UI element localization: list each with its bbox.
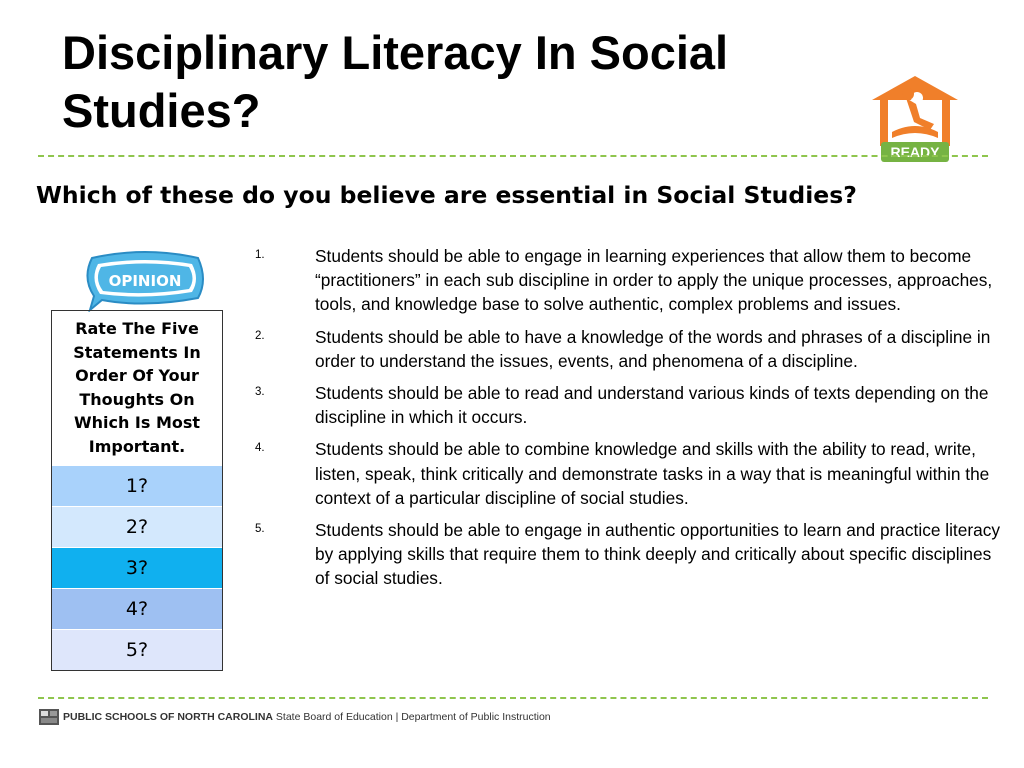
statement-number: 3. — [255, 386, 265, 399]
statement-item — [255, 381, 1000, 429]
statement-text: Students should be able to have a knowledge of the words and phrases of a discipline in order to understand the issues, events, and phenomena of a discipline. — [315, 326, 991, 371]
ready-logo-text: READY — [890, 144, 940, 160]
opinion-bubble-icon — [82, 250, 208, 312]
statement-number: 4. — [255, 442, 265, 455]
rating-table — [51, 310, 223, 671]
statement-item — [255, 325, 1000, 373]
bottom-divider — [38, 697, 988, 699]
footer — [38, 706, 638, 728]
rating-table-header: Rate The Five Statements In Order Of Your Thoughts On Which Is Most Important. — [52, 311, 222, 465]
opinion-badge — [82, 250, 208, 312]
statement-number: 5. — [255, 523, 265, 536]
statement-text: Students should be able to engage in learning experiences that allow them to become “practitioners” in each sub discipline in order to apply the unique processes, approaches, tools, and knowledge base to solve authentic, complex problems and issues. — [315, 246, 993, 315]
slide-title: Disciplinary Literacy In Social Studies? — [62, 26, 729, 137]
statement-list — [255, 244, 1000, 599]
statement-item — [255, 244, 1000, 317]
statement-item — [255, 437, 1000, 510]
footer-departments: State Board of Education | Department of Public Instruction — [273, 711, 551, 723]
rating-row-2: 2? — [52, 506, 222, 547]
statement-text: Students should be able to read and understand various kinds of texts depending on the discipline in which it occurs. — [315, 383, 989, 428]
statement-text: Students should be able to engage in authentic opportunities to learn and practice literacy by applying skills that require them to think deeply and critically about specific disciplines of social studies. — [315, 520, 1000, 589]
rating-row-1: 1? — [52, 465, 222, 506]
slide-subtitle: Which of these do you believe are essential in Social Studies? — [36, 181, 857, 209]
rating-row-4: 4? — [52, 588, 222, 629]
top-divider — [38, 155, 988, 157]
statement-text: Students should be able to combine knowledge and skills with the ability to read, write, listen, speak, think critically and demonstrate tasks in a way that is meaningful within the context of a particular discipline of social studies. — [315, 439, 990, 508]
ready-logo — [870, 74, 960, 166]
footer-org: PUBLIC SCHOOLS OF NORTH CAROLINA — [63, 711, 273, 723]
statement-number: 1. — [255, 249, 265, 261]
opinion-text: OPINION — [108, 272, 182, 290]
rating-row-5: 5? — [52, 629, 222, 670]
statement-item — [255, 518, 1000, 591]
nc-state-emblem-icon — [38, 707, 60, 727]
ready-house-icon — [870, 74, 960, 166]
rating-row-3: 3? — [52, 547, 222, 588]
statement-number: 2. — [255, 329, 265, 342]
